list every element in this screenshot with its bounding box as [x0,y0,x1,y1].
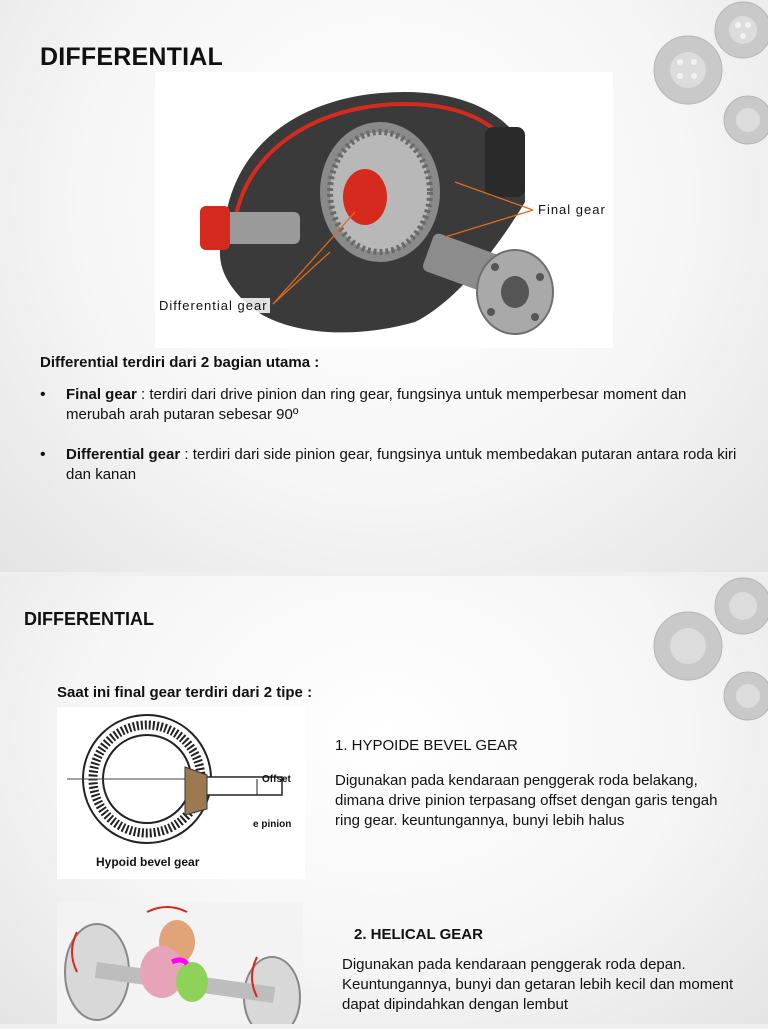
helical-description: Digunakan pada kendaraan penggerak roda depan. Keuntungannya, bunyi dan getaran lebih kecil dan moment dapat dipindahkan dengan lembut [342,956,734,1013]
hypoid-heading: 1. HYPOIDE BEVEL GEAR [335,737,518,754]
bullet-final-gear [40,385,740,425]
slide-2-intro: Saat ini final gear terdiri dari 2 tipe : [57,684,313,701]
hypoid-bevel-gear-image [57,707,305,879]
bullet-term: Differential gear [66,446,181,463]
hypoid-illustration [57,707,305,879]
final-gear-callout: Final gear [538,202,606,217]
bullet-dot-icon: • [40,446,46,463]
slide-1-intro: Differential terdiri dari 2 bagian utama : [40,354,320,371]
bullet-text: : terdiri dari drive pinion dan ring gear, fungsinya untuk memperbesar moment dan merubah arah putaran sebesar 90º [66,386,687,423]
offset-label: Offset [262,774,291,785]
helical-heading: 2. HELICAL GEAR [354,926,483,943]
bullet-dot-icon: • [40,386,46,403]
gears-decoration-icon [618,576,768,726]
hypoid-description: Digunakan pada kendaraan penggerak roda belakang, dimana drive pinion terpasang offset dengan garis tengah ring gear. keuntungannya, bunyi lebih halus [335,772,718,829]
pinion-label: e pinion [253,819,292,830]
bullet-text: : terdiri dari side pinion gear, fungsinya untuk membedakan putaran antara roda kiri dan kanan [66,446,737,483]
helical-gear-image [57,902,303,1024]
bullet-differential-gear [40,445,740,485]
helical-illustration [57,902,303,1024]
hypoid-caption: Hypoid bevel gear [96,855,200,869]
slide-2-title: DIFFERENTIAL [24,609,154,629]
bullet-term: Final gear [66,386,137,403]
gears-decoration-icon [618,0,768,150]
slide-1-title: DIFFERENTIAL [40,43,223,71]
differential-gear-callout: Differential gear [159,298,268,313]
